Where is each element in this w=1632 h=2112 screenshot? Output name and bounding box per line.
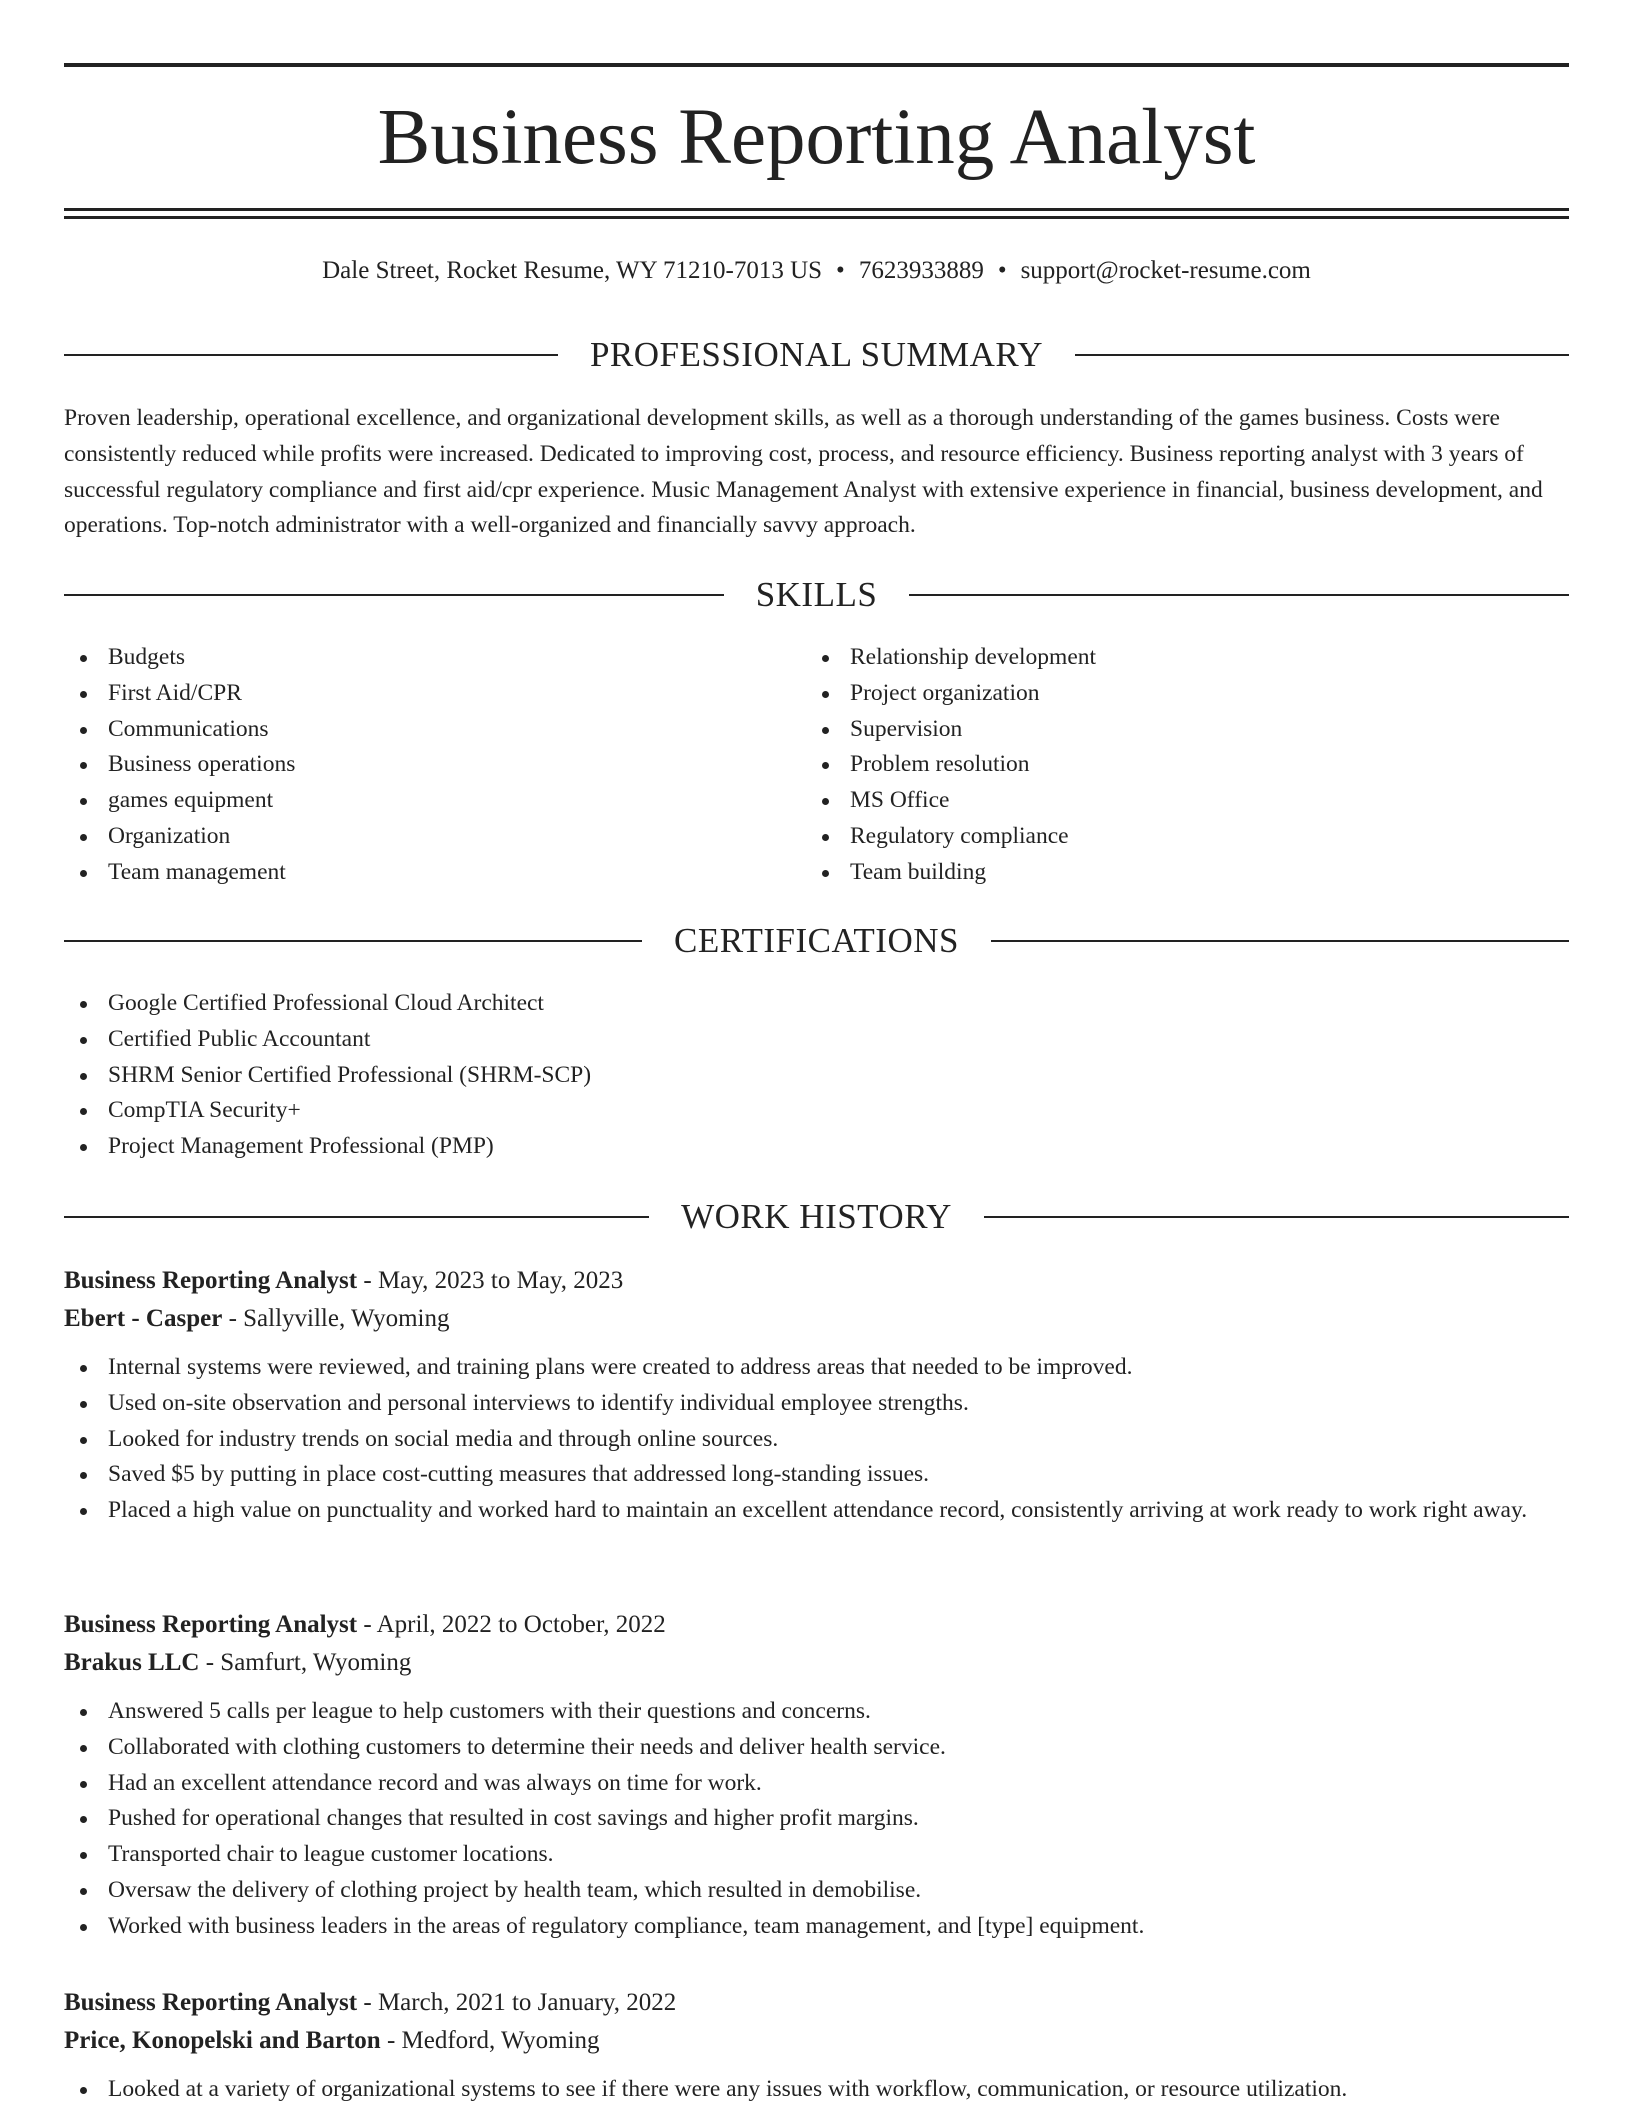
skill-item: Relationship development: [806, 640, 1569, 676]
job-company-line: [64, 2022, 1569, 2060]
job-company-line: [64, 1644, 1569, 1682]
skills-list-right: [806, 640, 1569, 891]
section-rule: [64, 594, 724, 596]
job-title-line: [64, 1984, 1569, 2022]
top-rule: [64, 63, 1569, 67]
job-title: Business Reporting Analyst: [64, 1267, 358, 1294]
job-bullet: Looked for industry trends on social media and through online sources.: [64, 1422, 1569, 1458]
job-bullet: Saved $5 by putting in place cost-cutting measures that addressed long-standing issues.: [64, 1457, 1569, 1493]
section-title: PROFESSIONAL SUMMARY: [589, 335, 1044, 374]
job-bullet: Transported chair to league customer locations.: [64, 1837, 1569, 1873]
job-location: - Sallyville, Wyoming: [222, 1305, 450, 1332]
section-rule: [64, 1216, 649, 1218]
job-dates: - March, 2021 to January, 2022: [357, 1989, 677, 2016]
job-bullet: Pushed for operational changes that resulted in cost savings and higher profit margins.: [64, 1801, 1569, 1837]
skill-item: Organization: [64, 819, 804, 855]
section-rule: [64, 940, 642, 942]
contact-phone: 7623933889: [858, 257, 984, 284]
job-dates: - April, 2022 to October, 2022: [357, 1611, 666, 1638]
job-title: Business Reporting Analyst: [64, 1611, 358, 1638]
skill-item: Regulatory compliance: [806, 819, 1569, 855]
skill-item: Project organization: [806, 676, 1569, 712]
job-bullets: [64, 2072, 1569, 2108]
work-entry: [64, 1262, 1569, 1529]
job-bullet: Oversaw the delivery of clothing project by health team, which resulted in demobilise.: [64, 1873, 1569, 1909]
job-bullet: Collaborated with clothing customers to determine their needs and deliver health service.: [64, 1730, 1569, 1766]
section-title: SKILLS: [755, 575, 878, 614]
contact-email: support@rocket-resume.com: [1020, 257, 1311, 284]
skill-item: MS Office: [806, 783, 1569, 819]
certifications-list: [64, 986, 1569, 1165]
section-header-skills: [64, 573, 1569, 617]
job-location: - Medford, Wyoming: [380, 2027, 600, 2054]
job-bullet: Answered 5 calls per league to help customers with their questions and concerns.: [64, 1694, 1569, 1730]
section-rule: [984, 1216, 1569, 1218]
work-entry: [64, 1606, 1569, 1945]
section-title: WORK HISTORY: [681, 1197, 952, 1236]
job-company: Price, Konopelski and Barton: [64, 2027, 381, 2054]
job-bullet: Had an excellent attendance record and was always on time for work.: [64, 1766, 1569, 1802]
contact-line: [64, 255, 1569, 287]
title-rule-lower: [64, 216, 1569, 219]
section-header-work-history: [64, 1195, 1569, 1239]
skill-item: Team building: [806, 855, 1569, 891]
section-rule: [909, 594, 1569, 596]
work-entry: [64, 1984, 1569, 2108]
skill-item: Supervision: [806, 712, 1569, 748]
job-bullet: Internal systems were reviewed, and training plans were created to address areas that needed to be improved.: [64, 1350, 1569, 1386]
job-company-line: [64, 1300, 1569, 1338]
job-location: - Samfurt, Wyoming: [199, 1649, 412, 1676]
section-rule: [1075, 354, 1569, 356]
job-bullets: [64, 1694, 1569, 1945]
job-title: Business Reporting Analyst: [64, 1989, 358, 2016]
job-bullets: [64, 1350, 1569, 1529]
contact-separator: •: [836, 257, 845, 284]
skill-item: Problem resolution: [806, 747, 1569, 783]
contact-separator: •: [997, 257, 1007, 284]
section-rule: [64, 354, 558, 356]
job-company: Ebert - Casper: [64, 1305, 223, 1332]
skill-item: Team management: [64, 855, 804, 891]
job-bullet: Looked at a variety of organizational systems to see if there were any issues with workflow, communication, or resource utilization.: [64, 2072, 1569, 2108]
certification-item: Project Management Professional (PMP): [64, 1129, 1569, 1165]
section-title: CERTIFICATIONS: [674, 921, 959, 960]
job-bullet: Worked with business leaders in the areas of regulatory compliance, team management, and [type] equipment.: [64, 1909, 1569, 1945]
section-header-certifications: [64, 919, 1569, 963]
job-bullet: Placed a high value on punctuality and worked hard to maintain an excellent attendance record, consistently arriving at work ready to work right away.: [64, 1493, 1569, 1529]
job-title-line: [64, 1262, 1569, 1300]
certification-item: Google Certified Professional Cloud Architect: [64, 986, 1569, 1022]
resume-title: Business Reporting Analyst: [377, 94, 1256, 181]
title-rule-upper: [64, 208, 1569, 211]
certification-item: CompTIA Security+: [64, 1093, 1569, 1129]
section-rule: [991, 940, 1569, 942]
certification-item: SHRM Senior Certified Professional (SHRM-SCP): [64, 1058, 1569, 1094]
skill-item: Business operations: [64, 747, 804, 783]
skill-item: games equipment: [64, 783, 804, 819]
skill-item: Budgets: [64, 640, 804, 676]
skills-list-left: [64, 640, 804, 891]
section-header-summary: [64, 333, 1569, 377]
job-company: Brakus LLC: [64, 1649, 200, 1676]
skill-item: First Aid/CPR: [64, 676, 804, 712]
job-bullet: Used on-site observation and personal interviews to identify individual employee strengths.: [64, 1386, 1569, 1422]
contact-address: Dale Street, Rocket Resume, WY 71210-7013 US: [322, 257, 823, 284]
summary-text: Proven leadership, operational excellence, and organizational development skills, as well as a thorough understanding of the games business. Costs were consistently reduced while profits were increased. Dedicated to improving cost, process, and resource efficiency. Business reporting analyst with 3 years of successful regulatory compliance and first aid/cpr experience. Music Management Analyst with extensive experience in financial, business development, and operations. Top-notch administrator with a well-organized and financially savvy approach.: [64, 405, 1543, 539]
job-title-line: [64, 1606, 1569, 1644]
skill-item: Communications: [64, 712, 804, 748]
job-dates: - May, 2023 to May, 2023: [357, 1267, 624, 1294]
certification-item: Certified Public Accountant: [64, 1022, 1569, 1058]
